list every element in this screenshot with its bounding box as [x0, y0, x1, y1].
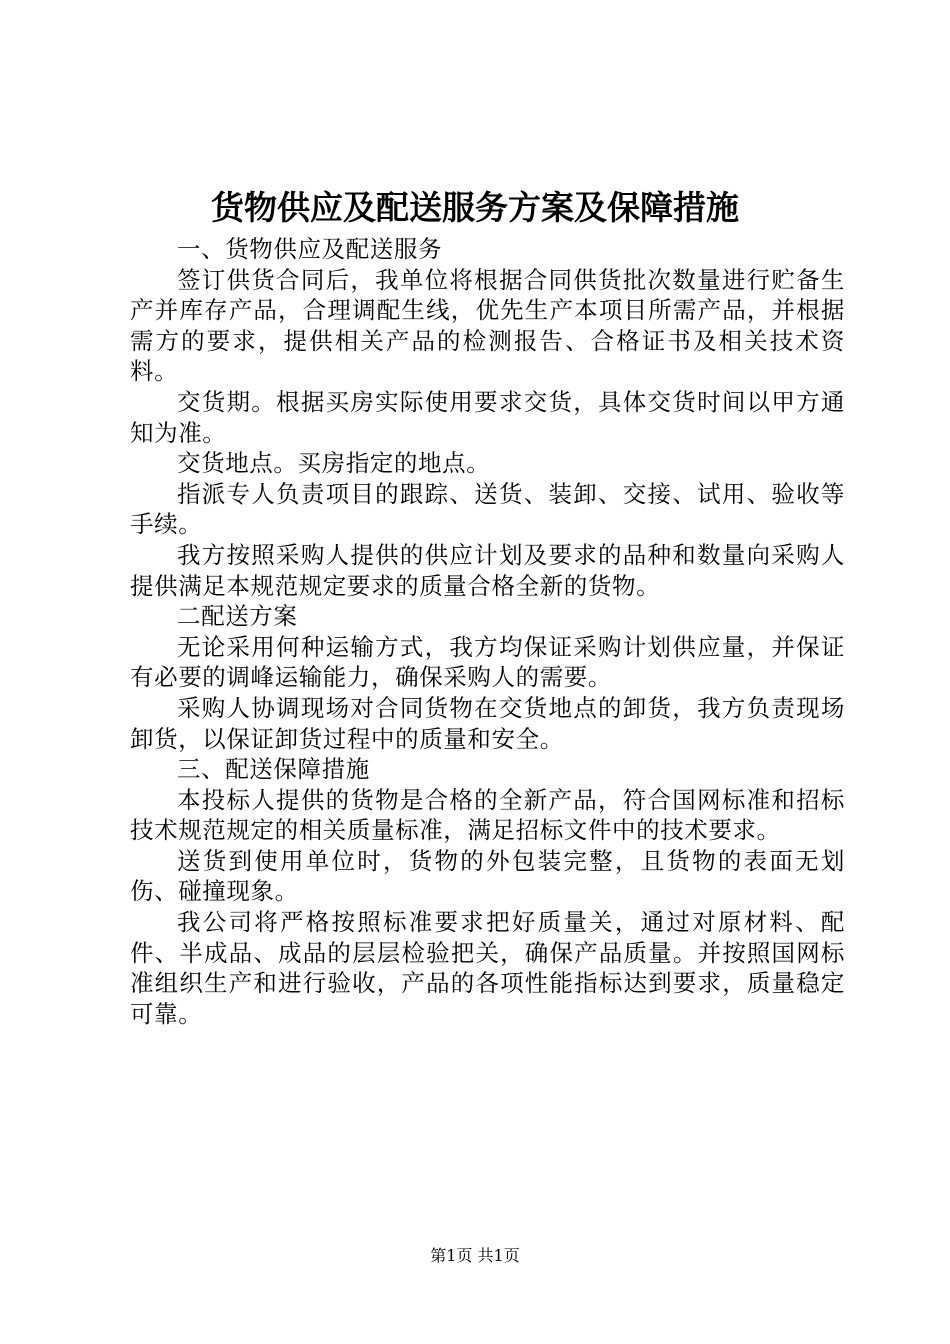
paragraph: 交货地点。买房指定的地点。	[177, 449, 491, 478]
paragraph: 签订供货合同后，我单位将根据合同供货批次数量进行贮备生产并库存产品，合理调配生线，优先生产本项目所需产品，并根据需方的要求，提供相关产品的检测报告、合格证书及相关技术资料。	[130, 265, 845, 386]
paragraph: 本投标人提供的货物是合格的全新产品，符合国网标准和招标技术规范规定的相关质量标准，满足招标文件中的技术要求。	[130, 785, 845, 845]
paragraph: 无论采用何种运输方式，我方均保证采购计划供应量，并保证有必要的调峰运输能力，确保采购人的需要。	[130, 632, 845, 692]
paragraph: 交货期。根据买房实际使用要求交货，具体交货时间以甲方通知为准。	[130, 387, 845, 447]
document-body	[130, 234, 845, 1029]
section-heading-3: 三、配送保障措施	[177, 755, 370, 784]
paragraph: 我方按照采购人提供的供应计划及要求的品种和数量向采购人提供满足本规范规定要求的质量合格全新的货物。	[130, 540, 845, 600]
paragraph: 我公司将严格按照标准要求把好质量关，通过对原材料、配件、半成品、成品的层层检验把关，确保产品质量。并按照国网标准组织生产和进行验收，产品的各项性能指标达到要求，质量稳定可靠。	[130, 908, 845, 1028]
paragraph: 采购人协调现场对合同货物在交货地点的卸货，我方负责现场卸货，以保证卸货过程中的质量和安全。	[130, 693, 845, 753]
paragraph: 指派专人负责项目的跟踪、送货、装卸、交接、试用、验收等手续。	[130, 479, 845, 539]
page-footer: 第1页 共1页	[430, 1246, 520, 1265]
paragraph: 送货到使用单位时，货物的外包装完整，且货物的表面无划伤、碰撞现象。	[130, 846, 845, 906]
document-title: 货物供应及配送服务方案及保障措施	[211, 188, 739, 227]
section-heading-2: 二配送方案	[177, 602, 298, 631]
section-heading-1: 一、货物供应及配送服务	[177, 235, 443, 263]
